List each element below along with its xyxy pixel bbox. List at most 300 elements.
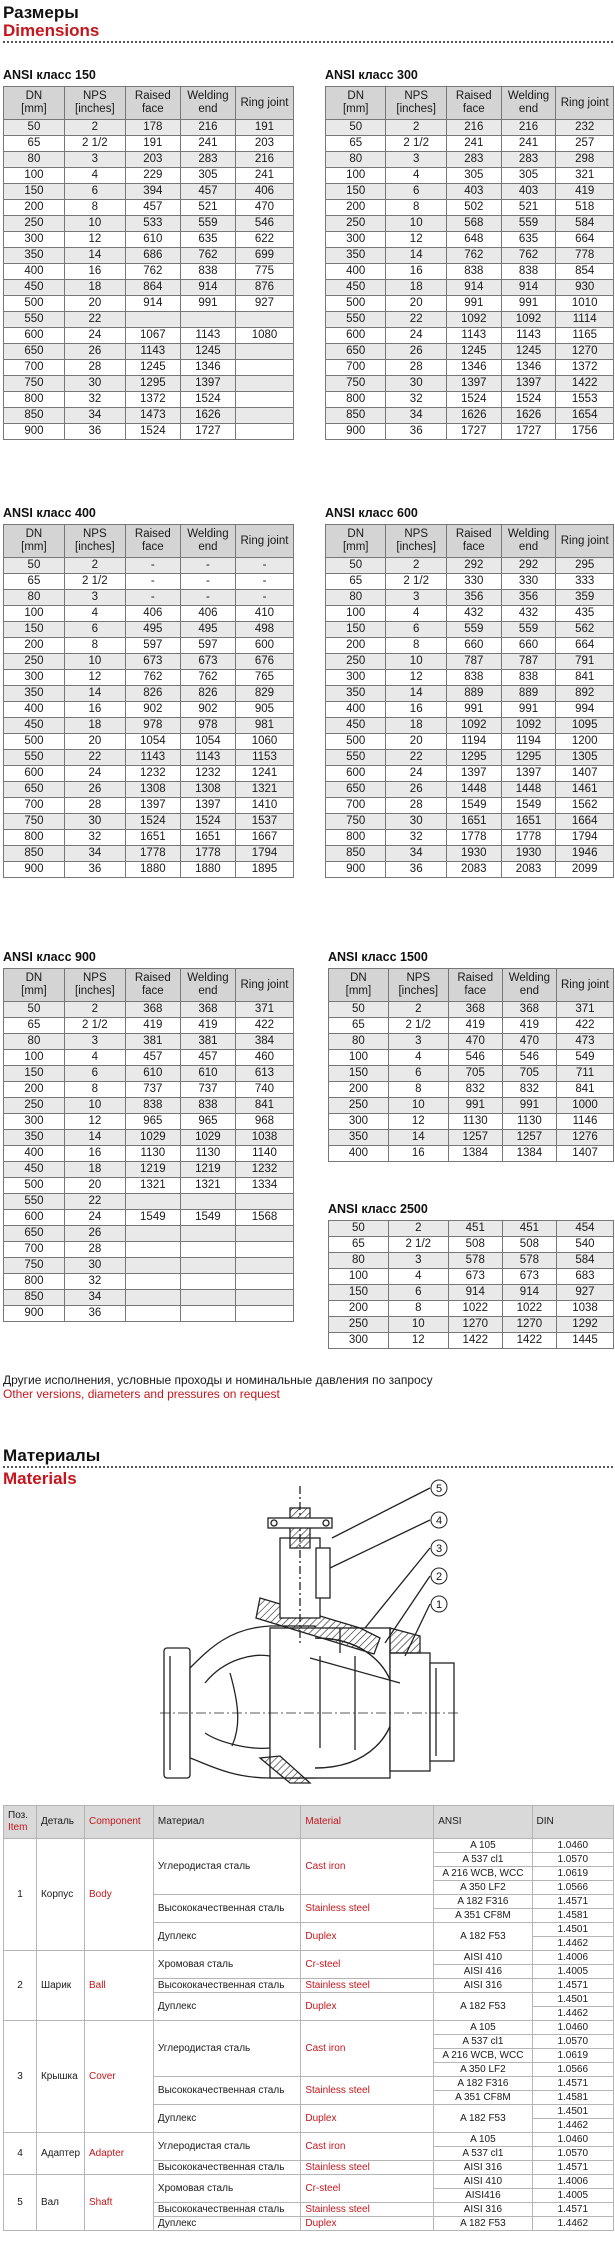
table-cell: 673 [502, 1269, 556, 1285]
table-row [326, 232, 614, 248]
table-cell: 28 [64, 360, 125, 376]
table-cell: 965 [180, 1114, 235, 1130]
table-cell: 521 [501, 200, 556, 216]
table-cell: 216 [235, 152, 293, 168]
table-cell: 24 [64, 328, 125, 344]
ansi-cell: A 216 WCB, WCC [434, 2049, 532, 2063]
table-cell: 1549 [501, 798, 556, 814]
table-cell: 80 [4, 590, 65, 606]
table-cell: 1549 [446, 798, 501, 814]
table-cell: 12 [64, 670, 125, 686]
section-title-en: Dimensions [3, 21, 100, 40]
part-cover-ru: Крышка [36, 2021, 84, 2133]
table-row [329, 1269, 614, 1285]
table-title-class-400: ANSI класс 400 [3, 506, 96, 520]
table-row [326, 376, 614, 392]
table-cell: 1143 [501, 328, 556, 344]
material-ru: Высококачественная сталь [153, 1979, 300, 1993]
table-cell: - [180, 574, 235, 590]
table-cell: 1245 [501, 344, 556, 360]
table-cell [235, 1226, 293, 1242]
part-ball-ru: Шарик [36, 1951, 84, 2021]
table-cell: 250 [329, 1098, 389, 1114]
table-cell: 241 [235, 168, 293, 184]
table-cell: 359 [556, 590, 614, 606]
table-cell: 914 [125, 296, 180, 312]
table-cell: 1114 [556, 312, 614, 328]
table-cell: 584 [556, 216, 614, 232]
table-cell: 305 [501, 168, 556, 184]
table-cell: 705 [448, 1066, 502, 1082]
table-cell: 750 [326, 814, 386, 830]
table-class-1500 [328, 968, 614, 1162]
table-cell: 650 [4, 782, 65, 798]
table-cell: 384 [235, 1034, 293, 1050]
table-cell: 991 [501, 296, 556, 312]
table-cell: 1092 [501, 312, 556, 328]
table-cell: 540 [556, 1237, 613, 1253]
ansi-cell: A 351 CF8M [434, 1909, 532, 1923]
table-cell: 1305 [556, 750, 614, 766]
table-cell: 740 [235, 1082, 293, 1098]
table-cell: 850 [4, 1290, 65, 1306]
din-cell: 1.4462 [532, 2217, 613, 2231]
table-row [4, 1018, 294, 1034]
table-row [329, 1050, 614, 1066]
table-cell: 502 [446, 200, 501, 216]
table-cell: 241 [180, 136, 235, 152]
table-cell: 1010 [556, 296, 614, 312]
table-cell: 927 [556, 1285, 613, 1301]
table-cell: 150 [4, 1066, 65, 1082]
table-cell: 34 [386, 846, 446, 862]
ansi-cell: A 350 LF2 [434, 1881, 532, 1895]
table-cell: 30 [386, 376, 446, 392]
table-cell: 6 [64, 184, 125, 200]
table-cell: 533 [125, 216, 180, 232]
table-cell: 24 [64, 766, 125, 782]
table-cell: 673 [448, 1269, 502, 1285]
table-cell: 4 [386, 606, 446, 622]
table-cell: 762 [125, 670, 180, 686]
table-cell: 2083 [501, 862, 556, 878]
table-cell: 1397 [501, 766, 556, 782]
table-cell: 914 [501, 280, 556, 296]
table-cell [235, 1290, 293, 1306]
table-cell: 24 [64, 1210, 125, 1226]
table-cell: 1130 [448, 1114, 502, 1130]
table-cell: 80 [326, 152, 386, 168]
table-cell: 1524 [501, 392, 556, 408]
table-cell: 14 [64, 248, 125, 264]
table-cell: 14 [386, 686, 446, 702]
table-cell: 838 [501, 670, 556, 686]
table-cell: 3 [388, 1034, 448, 1050]
table-row [326, 392, 614, 408]
table-cell: 610 [180, 1066, 235, 1082]
table-cell [125, 1290, 180, 1306]
table-cell: 965 [125, 1114, 180, 1130]
col-nps: NPS [inches] [388, 969, 448, 1002]
table-cell: 600 [4, 766, 65, 782]
table-cell [180, 1290, 235, 1306]
table-cell: 65 [329, 1018, 389, 1034]
table-row [4, 1306, 294, 1322]
table-cell: 850 [326, 846, 386, 862]
table-cell: 400 [4, 702, 65, 718]
table-cell: 700 [326, 360, 386, 376]
table-row [326, 670, 614, 686]
table-cell: 470 [502, 1034, 556, 1050]
table-row [326, 830, 614, 846]
table-row [329, 1066, 614, 1082]
table-cell: 400 [326, 264, 386, 280]
table-cell: 18 [386, 280, 446, 296]
table-cell: 500 [326, 296, 386, 312]
material-ru: Высококачественная сталь [153, 2203, 300, 2217]
table-cell: 900 [326, 424, 386, 440]
table-cell: 1524 [125, 424, 180, 440]
table-cell: 2 [64, 120, 125, 136]
table-cell: 203 [125, 152, 180, 168]
table-cell: 2083 [446, 862, 501, 878]
table-cell: 22 [386, 750, 446, 766]
table-cell [125, 1226, 180, 1242]
table-row [4, 232, 294, 248]
table-cell: 699 [235, 248, 293, 264]
table-cell: 241 [501, 136, 556, 152]
part-adapter-en: Adapter [85, 2133, 154, 2175]
table-cell: 559 [446, 622, 501, 638]
din-cell: 1.4006 [532, 2175, 613, 2189]
table-cell: 10 [386, 654, 446, 670]
table-cell: 250 [326, 216, 386, 232]
table-row [4, 200, 294, 216]
table-cell: 559 [180, 216, 235, 232]
table-cell: 6 [388, 1066, 448, 1082]
table-row [4, 814, 294, 830]
table-cell: 1626 [446, 408, 501, 424]
material-ru: Углеродистая сталь [153, 2133, 300, 2161]
table-title-class-1500: ANSI класс 1500 [328, 950, 428, 964]
part-body-ru: Корпус [36, 1839, 84, 1951]
table-cell: 36 [64, 1306, 125, 1322]
col-ring-joint: Ring joint [556, 969, 613, 1002]
table-cell: 1257 [448, 1130, 502, 1146]
table-row [326, 184, 614, 200]
table-cell: 30 [64, 376, 125, 392]
table-cell: 28 [386, 798, 446, 814]
table-cell: 1029 [180, 1130, 235, 1146]
table-cell: 1095 [556, 718, 614, 734]
table-cell: 1219 [180, 1162, 235, 1178]
table-cell: 80 [4, 1034, 65, 1050]
table-cell: 1397 [446, 766, 501, 782]
table-row [4, 1002, 294, 1018]
table-cell: 28 [64, 1242, 125, 1258]
table-cell: 26 [386, 344, 446, 360]
table-cell: 600 [326, 328, 386, 344]
table-cell: 216 [446, 120, 501, 136]
col-welding-end: Welding end [180, 87, 235, 120]
din-cell: 1.4571 [532, 2203, 613, 2217]
din-cell: 1.4006 [532, 1951, 613, 1965]
col-material-en: Material [301, 1806, 434, 1839]
table-cell: 597 [125, 638, 180, 654]
table-cell [235, 1306, 293, 1322]
col-welding-end: Welding end [502, 969, 556, 1002]
table-cell: 930 [556, 280, 614, 296]
material-en: Cast iron [301, 2021, 434, 2077]
table-cell: 775 [235, 264, 293, 280]
table-class-900 [3, 968, 294, 1322]
table-cell: 4 [64, 606, 125, 622]
table-row [326, 424, 614, 440]
table-row [4, 718, 294, 734]
table-cell: 1060 [235, 734, 293, 750]
table-cell: 16 [64, 264, 125, 280]
table-cell: 150 [326, 622, 386, 638]
callout-2: 2 [435, 1571, 443, 1583]
table-row [326, 590, 614, 606]
table-cell: 50 [329, 1002, 389, 1018]
ansi-cell: AISI 410 [434, 2175, 532, 2189]
table-cell: 1308 [180, 782, 235, 798]
dotted-divider [3, 41, 613, 43]
table-cell: 65 [4, 574, 65, 590]
table-cell: 250 [326, 654, 386, 670]
table-cell: 2 1/2 [64, 136, 125, 152]
material-en: Cast iron [301, 1839, 434, 1895]
table-row [326, 120, 614, 136]
table-row [4, 1210, 294, 1226]
table-cell: 432 [501, 606, 556, 622]
table-cell: 371 [556, 1002, 613, 1018]
table-cell: 200 [326, 200, 386, 216]
table-cell: 550 [4, 312, 65, 328]
table-cell: 1727 [446, 424, 501, 440]
table-cell: 8 [386, 638, 446, 654]
table-cell: 16 [64, 1146, 125, 1162]
table-cell: 473 [556, 1034, 613, 1050]
table-cell: 1372 [125, 392, 180, 408]
table-cell: 546 [235, 216, 293, 232]
table-cell: 419 [125, 1018, 180, 1034]
table-cell: 1651 [125, 830, 180, 846]
table-cell: 200 [329, 1082, 389, 1098]
col-ansi: ANSI [434, 1806, 532, 1839]
table-cell: 498 [235, 622, 293, 638]
din-cell: 1.0619 [532, 2049, 613, 2063]
table-cell: 750 [4, 1258, 65, 1274]
table-row [4, 296, 294, 312]
table-row [4, 360, 294, 376]
table-cell: 1422 [556, 376, 614, 392]
table-cell: 829 [235, 686, 293, 702]
din-cell: 1.4571 [532, 1895, 613, 1909]
table-row [329, 1114, 614, 1130]
table-cell: 1667 [235, 830, 293, 846]
table-cell: 368 [180, 1002, 235, 1018]
table-cell: 8 [388, 1082, 448, 1098]
material-en: Stainless steel [301, 1895, 434, 1923]
table-cell: 1654 [556, 408, 614, 424]
table-row [4, 702, 294, 718]
col-pos: Поз. Item [4, 1806, 37, 1839]
table-cell: 6 [388, 1285, 448, 1301]
table-cell: - [125, 558, 180, 574]
table-cell: 305 [446, 168, 501, 184]
ansi-cell: AISI 416 [434, 1965, 532, 1979]
table-cell: 20 [386, 296, 446, 312]
table-cell: 200 [4, 1082, 65, 1098]
table-cell: 12 [388, 1114, 448, 1130]
table-cell: 1626 [180, 408, 235, 424]
table-row [4, 264, 294, 280]
ansi-cell: A 216 WCB, WCC [434, 1867, 532, 1881]
col-dn: DN [mm] [329, 969, 389, 1002]
table-cell: 10 [64, 654, 125, 670]
table-cell: 800 [326, 392, 386, 408]
table-cell: 34 [386, 408, 446, 424]
table-cell: 2 [388, 1002, 448, 1018]
table-cell: 1165 [556, 328, 614, 344]
table-row [329, 1301, 614, 1317]
table-cell: - [125, 574, 180, 590]
table-cell: 600 [4, 1210, 65, 1226]
table-cell [125, 1306, 180, 1322]
table-row [4, 1114, 294, 1130]
table-title-class-150: ANSI класс 150 [3, 68, 96, 82]
material-en: Stainless steel [301, 1979, 434, 1993]
ansi-cell: A 105 [434, 2133, 532, 2147]
table-cell: 3 [386, 152, 446, 168]
table-cell: 850 [4, 408, 65, 424]
table-cell: 18 [386, 718, 446, 734]
table-cell: 914 [446, 280, 501, 296]
table-cell: 30 [386, 814, 446, 830]
table-cell: 150 [329, 1285, 389, 1301]
table-cell: 1397 [125, 798, 180, 814]
col-raised-face: Raised face [125, 525, 180, 558]
table-cell: 1651 [180, 830, 235, 846]
table-cell: 1143 [180, 328, 235, 344]
table-cell: 12 [64, 1114, 125, 1130]
table-row [326, 782, 614, 798]
material-ru: Высококачественная сталь [153, 1895, 300, 1923]
table-cell: 676 [235, 654, 293, 670]
table-cell: 350 [326, 248, 386, 264]
din-cell: 1.4462 [532, 2007, 613, 2021]
table-cell: 80 [329, 1034, 389, 1050]
table-cell: 1448 [501, 782, 556, 798]
table-row [4, 686, 294, 702]
table-cell: 991 [180, 296, 235, 312]
table-cell: 410 [235, 606, 293, 622]
table-cell: 2 1/2 [386, 136, 446, 152]
table-cell: 368 [448, 1002, 502, 1018]
table-cell: 10 [388, 1317, 448, 1333]
table-cell: 200 [4, 638, 65, 654]
table-cell: 18 [64, 280, 125, 296]
table-row [326, 654, 614, 670]
dotted-divider [3, 1466, 613, 1468]
table-cell: 10 [386, 216, 446, 232]
table-cell: 1397 [446, 376, 501, 392]
table-cell: 900 [4, 862, 65, 878]
table-cell: 660 [501, 638, 556, 654]
table-cell: 50 [4, 120, 65, 136]
table-cell: 1930 [446, 846, 501, 862]
table-cell: 191 [235, 120, 293, 136]
table-cell: 1384 [502, 1146, 556, 1162]
table-cell: 1397 [501, 376, 556, 392]
table-cell: 216 [180, 120, 235, 136]
pos-4: 4 [4, 2133, 37, 2175]
table-cell: 8 [64, 1082, 125, 1098]
table-cell: 356 [501, 590, 556, 606]
table-cell: 1794 [556, 830, 614, 846]
table-cell: 549 [556, 1050, 613, 1066]
table-cell: 838 [446, 264, 501, 280]
materials-title-ru: Материалы [3, 1446, 101, 1465]
table-cell: 300 [326, 232, 386, 248]
table-row [4, 670, 294, 686]
table-cell: 1880 [180, 862, 235, 878]
table-cell: 4 [64, 1050, 125, 1066]
table-cell: 250 [4, 216, 65, 232]
table-cell: 905 [235, 702, 293, 718]
table-cell: 300 [4, 1114, 65, 1130]
table-cell: 762 [446, 248, 501, 264]
table-cell: 762 [501, 248, 556, 264]
ansi-cell: AISI 316 [434, 1979, 532, 1993]
table-cell: 1153 [235, 750, 293, 766]
table-cell: 65 [4, 136, 65, 152]
ansi-cell: AISI 316 [434, 2203, 532, 2217]
table-row [326, 328, 614, 344]
table-cell: 10 [64, 1098, 125, 1114]
table-row [4, 1050, 294, 1066]
table-cell: 150 [329, 1066, 389, 1082]
table-cell: 1092 [446, 312, 501, 328]
callout-3: 3 [435, 1543, 443, 1555]
table-cell: 1241 [235, 766, 293, 782]
table-cell: 900 [4, 1306, 65, 1322]
table-cell: 1537 [235, 814, 293, 830]
table-cell: 300 [4, 232, 65, 248]
table-cell: 1022 [448, 1301, 502, 1317]
table-cell: 36 [64, 862, 125, 878]
table-cell: 800 [4, 392, 65, 408]
table-row [4, 392, 294, 408]
table-row [326, 686, 614, 702]
table-cell [125, 1242, 180, 1258]
table-row [326, 264, 614, 280]
col-dn: DN [mm] [4, 969, 65, 1002]
table-cell: 470 [235, 200, 293, 216]
table-cell: 650 [326, 344, 386, 360]
table-cell: 518 [556, 200, 614, 216]
table-cell: 65 [4, 1018, 65, 1034]
table-row [4, 1242, 294, 1258]
table-row [4, 328, 294, 344]
table-cell: 800 [4, 830, 65, 846]
table-cell [235, 1242, 293, 1258]
table-cell [235, 1274, 293, 1290]
table-cell: 457 [125, 200, 180, 216]
table-row [326, 296, 614, 312]
